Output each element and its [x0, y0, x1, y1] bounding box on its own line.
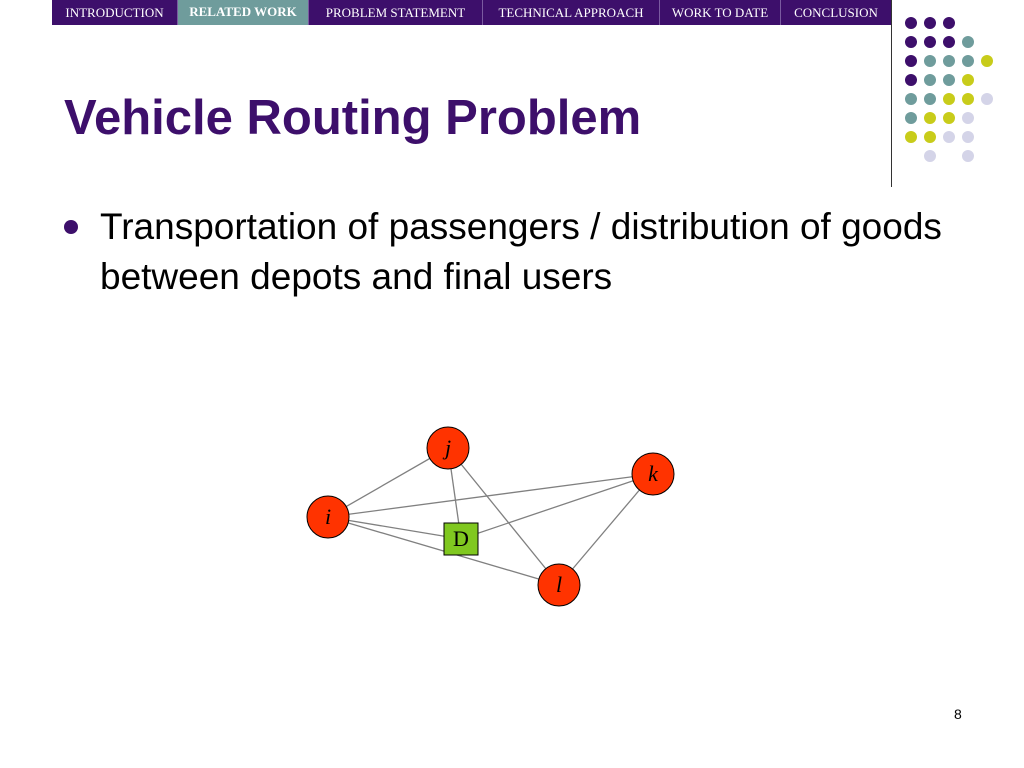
bullet-text: Transportation of passengers / distribution of goods between depots and final users	[100, 206, 942, 297]
node-label-D: D	[453, 526, 469, 551]
nav-tab-related-work[interactable]: RELATED WORK	[178, 0, 309, 25]
graph-edge-i-k	[328, 474, 653, 517]
graph-edge-j-l	[448, 448, 559, 585]
nav-tab-work-to-date[interactable]: WORK TO DATE	[660, 0, 781, 25]
nav-tab-technical-approach[interactable]: TECHNICAL APPROACH	[483, 0, 660, 25]
node-label-i: i	[324, 504, 332, 529]
slide-title: Vehicle Routing Problem	[64, 91, 642, 145]
graph-edge-D-k	[461, 474, 653, 539]
node-label-j: j	[444, 435, 452, 460]
page-number: 8	[954, 706, 962, 722]
node-label-l: l	[555, 572, 563, 597]
graph-edge-k-l	[559, 474, 653, 585]
nav-tab-problem-statement[interactable]: PROBLEM STATEMENT	[309, 0, 483, 25]
nav-tab-conclusion[interactable]: CONCLUSION	[794, 5, 878, 20]
node-label-k: k	[648, 461, 658, 486]
nav-tab-introduction[interactable]: INTRODUCTION	[52, 0, 178, 25]
